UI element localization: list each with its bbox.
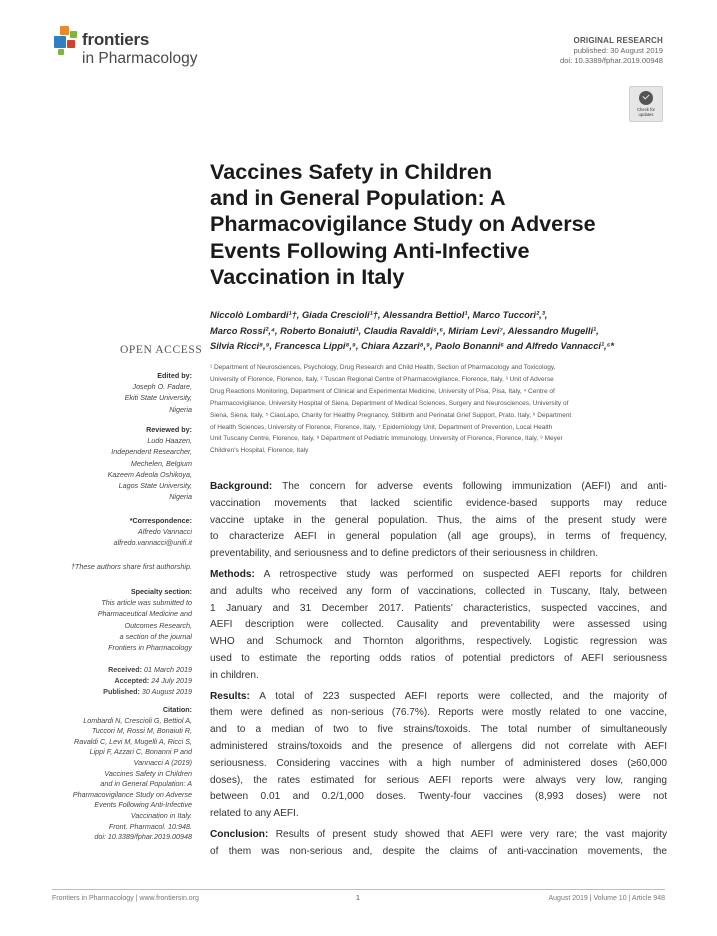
specialty-line: Outcomes Research, xyxy=(124,620,192,630)
abstract-line: used to estimate the reporting odds ratios of potential predictors of AEFI seriousness xyxy=(210,652,667,664)
title-line: Pharmacovigilance Study on Adverse xyxy=(210,211,596,237)
title-line: and in General Population: A xyxy=(210,185,506,211)
section-label: Results: xyxy=(210,690,250,702)
abstract-line: to characterize AEFI in general population (all age groups), in terms of frequency, xyxy=(210,531,667,543)
footer-issue: August 2019 | Volume 10 | Article 948 xyxy=(548,895,665,902)
reviewer-line: Ludo Haazen, xyxy=(147,436,192,446)
check-updates-label: Check for updates xyxy=(637,107,655,117)
citation-line: Front. Pharmacol. 10:948. xyxy=(108,821,192,831)
article-type: ORIGINAL RESEARCH xyxy=(573,36,663,45)
citation-line[interactable]: doi: 10.3389/fphar.2019.00948 xyxy=(94,832,192,842)
published-date: published: 30 August 2019 xyxy=(573,46,663,55)
abstract-results xyxy=(210,689,667,823)
abstract-line: of them was non-serious and, despite the claims of anti-vaccination movements, the xyxy=(210,845,667,857)
published-date-side: Published: 30 August 2019 xyxy=(103,687,192,697)
abstract-line: in children. xyxy=(210,669,259,681)
reviewer-line: Independent Researcher, xyxy=(111,447,192,457)
abstract-line: preventability, and seriousness and to define predictors of their seriousness in children. xyxy=(210,548,599,560)
reviewed-by-heading: Reviewed by: xyxy=(146,425,192,434)
affiliation-line: University of Florence, Florence, Italy, ² Tuscan Regional Centre of Pharmacovigilance, Florence, Italy, ³ Unit of Adverse xyxy=(210,375,554,383)
abstract-line: vaccination movements that lacked scientific evidence-based supports may reduce xyxy=(210,497,667,509)
correspondence-block xyxy=(52,515,192,549)
frontiers-logo-icon xyxy=(52,26,80,56)
correspondence-name: Alfredo Vannacci xyxy=(137,527,192,537)
footer-divider xyxy=(52,889,665,890)
citation-line: Events Following Anti-Infective xyxy=(94,800,192,810)
abstract-line: AEFI description were collected. Causality and preventability were assessed using xyxy=(210,619,667,631)
abstract-line: Background: The concern for adverse events following immunization (AEFI) and anti- xyxy=(210,481,667,492)
check-for-updates-button[interactable] xyxy=(629,86,663,122)
editor-line: Ekiti State University, xyxy=(124,393,192,403)
title-line: Vaccination in Italy xyxy=(210,263,405,289)
reviewer-line: Lagos State University, xyxy=(118,481,192,491)
abstract-line: 1 January and 31 December 2017. Patients' characteristics, suspected vaccines, and xyxy=(210,602,667,614)
specialty-line: This article was submitted to xyxy=(101,598,192,608)
title-line: Events Following Anti-Infective xyxy=(210,237,530,263)
affiliation-line: Siena, Siena, Italy, ⁵ CiaoLapo, Charity for Healthy Pregnancy, Stillbirth and Perinatal Grief Support, Prato, Italy, ⁶ Department xyxy=(210,411,572,419)
abstract-line: Conclusion: Results of present study showed that AEFI were very rare; the vast majority xyxy=(210,828,667,840)
abstract-line: vaccine uptake in the general population. Thus, the aims of the present study were xyxy=(210,514,667,526)
reviewer-line: Nigeria xyxy=(169,492,192,502)
abstract-line: them were defined as non-serious (76.7%). Reports were mostly related to one vaccine, xyxy=(210,707,667,719)
abstract-line: WHO and Schumock and Thornton algorithms, respectively. Logistic regression was xyxy=(210,636,667,648)
title-line: Vaccines Safety in Children xyxy=(210,159,493,184)
abstract-conclusion xyxy=(210,827,667,861)
affiliation-line: Drug Reactions Monitoring, Department of Clinical and Experimental Medicine, University of Pisa, Pisa, Italy, ⁴ Centre of xyxy=(210,387,555,395)
abstract-line: Results: A total of 223 suspected AEFI reports were collected, and the majority of xyxy=(210,690,667,702)
edited-by-block xyxy=(52,370,192,415)
abstract-line: doses), the rates estimated for serious AEFI reports were always very low, ranging xyxy=(210,774,667,786)
citation-line: and in General Population: A xyxy=(100,779,192,789)
abstract-background xyxy=(210,479,667,563)
author-line: Marco Rossi²,⁴, Roberto Bonaiuti¹, Claudia Ravaldi⁵,⁶, Miriam Levi⁷, Alessandro Mugelli¹, xyxy=(210,325,599,336)
received-date: Received: 01 March 2019 xyxy=(108,665,192,674)
abstract-line: between 0.01 and 0.2/1,000 doses. Twenty-four vaccines (8,993 doses) were not xyxy=(210,791,667,803)
specialty-line: Pharmaceutical Medicine and xyxy=(97,609,192,619)
affiliation-line: Children's Hospital, Florence, Italy xyxy=(210,447,309,455)
affiliation-line: of Health Sciences, University of Florence, Florence, Italy, ⁷ Epidemiology Unit, Department of Prevention, Local Health xyxy=(210,423,553,431)
reviewer-line: Mechelen, Belgium xyxy=(130,458,192,468)
journal-name: in Pharmacology xyxy=(82,50,198,67)
citation-block xyxy=(52,705,192,843)
author-line: Niccolò Lombardi¹†, Giada Crescioli¹†, Alessandra Bettiol¹, Marco Tuccori²,³, xyxy=(210,310,548,320)
reviewed-by-block xyxy=(52,424,192,502)
affiliation-line: ¹ Department of Neurosciences, Psychology, Drug Research and Child Health, Section of Pharmacology and Toxicology, xyxy=(210,364,556,371)
abstract-line: seriousness. Considering vaccines with a high number of administered doses (≥60,000 xyxy=(210,757,667,769)
abstract xyxy=(210,479,667,865)
correspondence-email[interactable]: alfredo.vannacci@unifi.it xyxy=(113,538,192,548)
citation-line: Lippi F, Azzari C, Bonanni P and xyxy=(89,747,192,757)
specialty-line: a section of the journal xyxy=(119,631,192,641)
equal-contribution-text: †These authors share first authorship. xyxy=(70,562,192,571)
affiliations xyxy=(210,362,670,457)
article-doi[interactable]: doi: 10.3389/fphar.2019.00948 xyxy=(559,56,663,65)
editor-line: Joseph O. Fadare, xyxy=(132,382,192,392)
footer-journal[interactable]: Frontiers in Pharmacology | www.frontiersin.org xyxy=(52,895,199,902)
journal-brand: frontiers xyxy=(82,30,150,49)
abstract-line: administered strains/toxoids and the presence of allergens did not correlate with AEFI xyxy=(210,740,667,752)
citation-line: Vaccination in Italy. xyxy=(130,810,192,820)
affiliation-line: Unit Tuscany Centre, Florence, Italy, ⁸ Department of Pediatric Immunology, University of Florence, Florence, Italy, ⁹ Meyer xyxy=(210,435,563,443)
abstract-line: and adults who received any form of vaccinations, collected in Tuscany, Italy, between xyxy=(210,585,667,597)
edited-by-heading: Edited by: xyxy=(157,371,192,380)
citation-heading: Citation: xyxy=(162,705,192,714)
page-number: 1 xyxy=(356,895,360,902)
specialty-block xyxy=(52,586,192,653)
citation-line: Lombardi N, Crescioli G, Bettiol A, xyxy=(83,715,192,725)
journal-logo xyxy=(52,24,232,74)
citation-line: Tuccori M, Rossi M, Bonaiuti R, xyxy=(91,726,192,736)
dates-block xyxy=(52,664,192,698)
section-label: Conclusion: xyxy=(210,828,269,840)
specialty-heading: Specialty section: xyxy=(130,587,192,596)
abstract-line: and to a median of two to five strains/toxoids. The total number of simultaneously xyxy=(210,724,667,736)
section-label: Methods: xyxy=(210,568,255,580)
editor-line: Nigeria xyxy=(169,404,192,414)
author-list xyxy=(210,308,670,355)
accepted-date: Accepted: 24 July 2019 xyxy=(114,676,192,686)
section-label: Background: xyxy=(210,481,273,492)
article-title xyxy=(210,159,630,290)
reviewer-line: Kazeem Adeola Oshikoya, xyxy=(107,469,192,479)
abstract-methods xyxy=(210,567,667,685)
author-line: Silvia Ricci⁸,⁹, Francesca Lippi⁸,⁹, Chiara Azzari⁸,⁹, Paolo Bonanni⁶ and Alfredo Vannacci¹,⁵* xyxy=(210,341,615,352)
check-icon xyxy=(639,91,653,105)
specialty-line: Frontiers in Pharmacology xyxy=(108,643,192,653)
citation-line: Ravaldi C, Levi M, Mugelli A, Ricci S, xyxy=(74,736,192,746)
article-meta xyxy=(560,36,663,66)
citation-line: Vannacci A (2019) xyxy=(133,757,192,767)
correspondence-heading: *Correspondence: xyxy=(129,516,192,525)
citation-line: Pharmacovigilance Study on Adverse xyxy=(72,789,192,799)
open-access-label: OPEN ACCESS xyxy=(120,344,203,356)
citation-line: Vaccines Safety in Children xyxy=(104,768,192,778)
abstract-line: related to any AEFI. xyxy=(210,808,299,820)
equal-contribution-note xyxy=(52,561,192,572)
affiliation-line: Pharmacovigilance, University Hospital of Siena, Department of Medical Sciences, Surgery and Neurosciences, University of xyxy=(210,399,569,407)
abstract-line: Methods: A retrospective study was performed on suspected AEFI reports for children xyxy=(210,568,667,580)
